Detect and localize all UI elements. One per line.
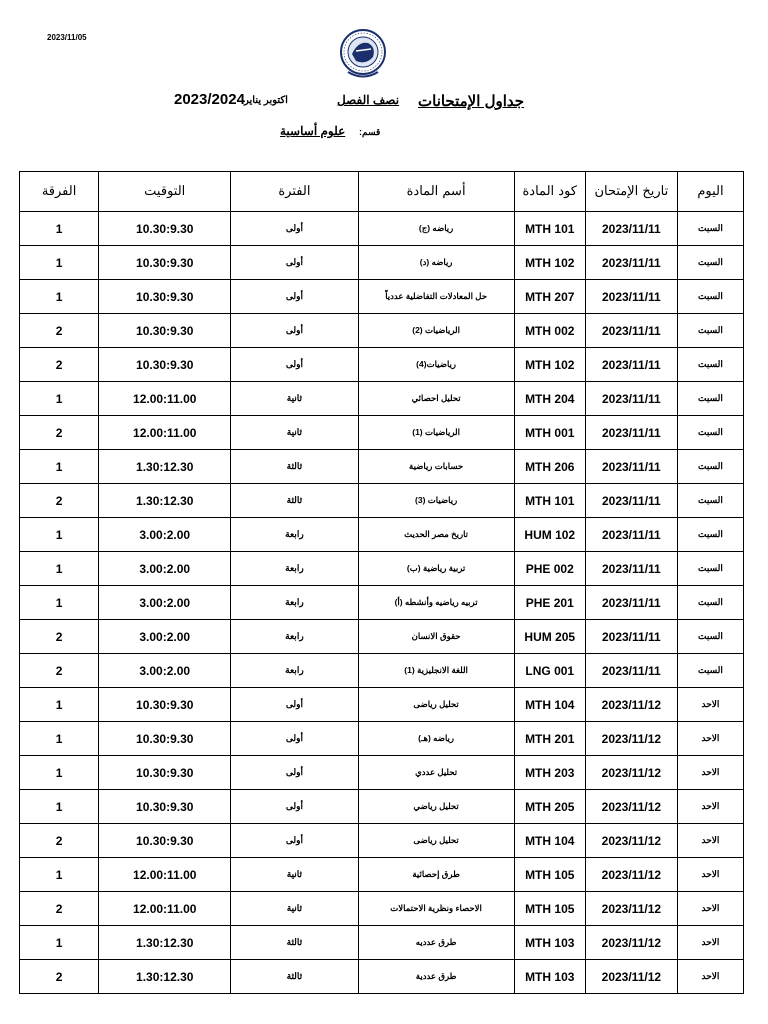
cell-level: 1 — [20, 790, 99, 824]
cell-name: رياضه (ج) — [358, 212, 514, 246]
cell-name: الرياضيات (2) — [358, 314, 514, 348]
cell-name: رياضيات (3) — [358, 484, 514, 518]
cell-day: السبت — [677, 416, 743, 450]
table-row — [20, 960, 744, 994]
cell-day: الاحد — [677, 790, 743, 824]
cell-day: السبت — [677, 246, 743, 280]
cell-period: أولى — [231, 824, 358, 858]
header-code: كود المادة — [514, 172, 585, 212]
exam-months: اكتوبر يناير — [244, 95, 288, 106]
cell-name: تاريخ مصر الحديث — [358, 518, 514, 552]
cell-level: 1 — [20, 450, 99, 484]
cell-time: 1.30:12.30 — [99, 926, 231, 960]
cell-date: 2023/11/12 — [585, 926, 677, 960]
cell-day: السبت — [677, 280, 743, 314]
table-body — [20, 212, 744, 994]
academic-year: 2023/2024 — [174, 91, 245, 108]
cell-day: الاحد — [677, 824, 743, 858]
cell-day: السبت — [677, 382, 743, 416]
cell-level: 1 — [20, 280, 99, 314]
cell-date: 2023/11/11 — [585, 212, 677, 246]
cell-date: 2023/11/11 — [585, 450, 677, 484]
cell-date: 2023/11/11 — [585, 484, 677, 518]
cell-level: 2 — [20, 892, 99, 926]
cell-date: 2023/11/12 — [585, 688, 677, 722]
cell-level: 2 — [20, 960, 99, 994]
table-row — [20, 858, 744, 892]
cell-level: 1 — [20, 688, 99, 722]
cell-level: 1 — [20, 552, 99, 586]
cell-time: 3.00:2.00 — [99, 654, 231, 688]
cell-date: 2023/11/11 — [585, 654, 677, 688]
table-row — [20, 348, 744, 382]
table-row — [20, 484, 744, 518]
cell-code: MTH 203 — [514, 756, 585, 790]
cell-day: الاحد — [677, 892, 743, 926]
cell-code: MTH 207 — [514, 280, 585, 314]
cell-code: MTH 205 — [514, 790, 585, 824]
cell-time: 10.30:9.30 — [99, 212, 231, 246]
table-row — [20, 518, 744, 552]
table-row — [20, 416, 744, 450]
table-row — [20, 654, 744, 688]
cell-day: السبت — [677, 484, 743, 518]
cell-period: أولى — [231, 348, 358, 382]
header-time: التوقيت — [99, 172, 231, 212]
cell-code: MTH 206 — [514, 450, 585, 484]
cell-time: 12.00:11.00 — [99, 892, 231, 926]
cell-name: رياضه (هـ) — [358, 722, 514, 756]
cell-time: 3.00:2.00 — [99, 586, 231, 620]
cell-code: MTH 105 — [514, 892, 585, 926]
cell-name: تحليل رياضى — [358, 824, 514, 858]
cell-date: 2023/11/11 — [585, 246, 677, 280]
cell-time: 10.30:9.30 — [99, 824, 231, 858]
table-row — [20, 246, 744, 280]
cell-code: MTH 101 — [514, 212, 585, 246]
cell-day: السبت — [677, 552, 743, 586]
exam-schedule-table — [19, 171, 744, 994]
cell-time: 12.00:11.00 — [99, 858, 231, 892]
cell-period: أولى — [231, 314, 358, 348]
cell-code: MTH 105 — [514, 858, 585, 892]
table-row — [20, 824, 744, 858]
cell-code: MTH 103 — [514, 926, 585, 960]
cell-period: ثالثة — [231, 926, 358, 960]
department-label: قسم: — [359, 127, 381, 137]
cell-name: رياضه (د) — [358, 246, 514, 280]
cell-time: 3.00:2.00 — [99, 620, 231, 654]
cell-period: ثانية — [231, 416, 358, 450]
cell-code: MTH 104 — [514, 688, 585, 722]
cell-name: اللغة الانجليزية (1) — [358, 654, 514, 688]
cell-name: تربيه رياضيه وأنشطه (أ) — [358, 586, 514, 620]
cell-period: أولى — [231, 212, 358, 246]
cell-name: حسابات رياضية — [358, 450, 514, 484]
cell-code: MTH 102 — [514, 246, 585, 280]
cell-time: 10.30:9.30 — [99, 722, 231, 756]
cell-level: 1 — [20, 926, 99, 960]
cell-code: LNG 001 — [514, 654, 585, 688]
cell-date: 2023/11/12 — [585, 892, 677, 926]
cell-period: ثالثة — [231, 484, 358, 518]
cell-day: السبت — [677, 348, 743, 382]
cell-name: تحليل عددي — [358, 756, 514, 790]
cell-date: 2023/11/12 — [585, 756, 677, 790]
cell-time: 3.00:2.00 — [99, 518, 231, 552]
cell-code: MTH 201 — [514, 722, 585, 756]
cell-day: السبت — [677, 620, 743, 654]
department-value: علوم أساسية — [280, 124, 346, 138]
cell-name: طرق عدديه — [358, 926, 514, 960]
cell-level: 1 — [20, 212, 99, 246]
table-row — [20, 212, 744, 246]
cell-level: 1 — [20, 722, 99, 756]
cell-name: حل المعادلات التفاضلية عددياً — [358, 280, 514, 314]
cell-date: 2023/11/12 — [585, 824, 677, 858]
cell-code: MTH 002 — [514, 314, 585, 348]
cell-period: رابعة — [231, 654, 358, 688]
cell-date: 2023/11/11 — [585, 518, 677, 552]
header-period: الفترة — [231, 172, 358, 212]
cell-date: 2023/11/11 — [585, 280, 677, 314]
page-title: جداول الإمتحانات — [418, 93, 525, 110]
cell-date: 2023/11/12 — [585, 722, 677, 756]
cell-period: أولى — [231, 756, 358, 790]
table-row — [20, 892, 744, 926]
table-row — [20, 382, 744, 416]
cell-day: الاحد — [677, 926, 743, 960]
header-level: الفرقة — [20, 172, 99, 212]
cell-period: رابعة — [231, 518, 358, 552]
cell-time: 10.30:9.30 — [99, 790, 231, 824]
cell-name: الاحصاء ونظرية الاحتمالات — [358, 892, 514, 926]
cell-name: تحليل رياضي — [358, 790, 514, 824]
cell-time: 10.30:9.30 — [99, 348, 231, 382]
cell-day: الاحد — [677, 756, 743, 790]
cell-time: 12.00:11.00 — [99, 416, 231, 450]
cell-date: 2023/11/12 — [585, 790, 677, 824]
cell-day: الاحد — [677, 858, 743, 892]
table-header-row — [20, 172, 744, 212]
cell-name: تربية رياضية (ب) — [358, 552, 514, 586]
cell-name: الرياضيات (1) — [358, 416, 514, 450]
table-row — [20, 722, 744, 756]
cell-period: ثانية — [231, 858, 358, 892]
cell-period: رابعة — [231, 586, 358, 620]
cell-time: 12.00:11.00 — [99, 382, 231, 416]
cell-period: أولى — [231, 280, 358, 314]
table-row — [20, 620, 744, 654]
cell-day: السبت — [677, 314, 743, 348]
cell-date: 2023/11/11 — [585, 552, 677, 586]
cell-level: 2 — [20, 348, 99, 382]
cell-period: أولى — [231, 722, 358, 756]
cell-level: 2 — [20, 484, 99, 518]
cell-time: 10.30:9.30 — [99, 688, 231, 722]
cell-code: HUM 205 — [514, 620, 585, 654]
table-row — [20, 688, 744, 722]
table-row — [20, 280, 744, 314]
cell-period: ثانية — [231, 892, 358, 926]
cell-level: 1 — [20, 518, 99, 552]
cell-code: MTH 204 — [514, 382, 585, 416]
cell-code: PHE 201 — [514, 586, 585, 620]
cell-date: 2023/11/11 — [585, 348, 677, 382]
cell-level: 2 — [20, 314, 99, 348]
cell-day: الاحد — [677, 688, 743, 722]
cell-time: 10.30:9.30 — [99, 756, 231, 790]
table-row — [20, 450, 744, 484]
table-row — [20, 552, 744, 586]
table-row — [20, 756, 744, 790]
cell-level: 1 — [20, 586, 99, 620]
cell-name: تحليل رياضى — [358, 688, 514, 722]
cell-day: السبت — [677, 586, 743, 620]
cell-time: 10.30:9.30 — [99, 280, 231, 314]
cell-date: 2023/11/11 — [585, 416, 677, 450]
semester-label: نصف الفصل — [337, 93, 400, 107]
cell-period: أولى — [231, 688, 358, 722]
cell-date: 2023/11/11 — [585, 314, 677, 348]
cell-period: رابعة — [231, 552, 358, 586]
cell-name: حقوق الانسان — [358, 620, 514, 654]
header-day: اليوم — [677, 172, 743, 212]
cell-code: MTH 104 — [514, 824, 585, 858]
cell-date: 2023/11/11 — [585, 620, 677, 654]
header-date: تاريخ الإمتحان — [585, 172, 677, 212]
cell-name: تحليل احصائي — [358, 382, 514, 416]
cell-code: MTH 101 — [514, 484, 585, 518]
cell-date: 2023/11/12 — [585, 858, 677, 892]
table-row — [20, 314, 744, 348]
cell-name: طرق عددية — [358, 960, 514, 994]
print-date: 2023/11/05 — [47, 33, 87, 42]
cell-day: السبت — [677, 654, 743, 688]
cell-day: السبت — [677, 450, 743, 484]
cell-level: 2 — [20, 620, 99, 654]
cell-day: الاحد — [677, 960, 743, 994]
cell-date: 2023/11/11 — [585, 586, 677, 620]
table-row — [20, 586, 744, 620]
cell-level: 2 — [20, 654, 99, 688]
cell-level: 1 — [20, 858, 99, 892]
cell-period: ثالثة — [231, 450, 358, 484]
cell-period: رابعة — [231, 620, 358, 654]
header-name: أسم المادة — [358, 172, 514, 212]
cell-time: 3.00:2.00 — [99, 552, 231, 586]
cell-time: 1.30:12.30 — [99, 484, 231, 518]
cell-period: أولى — [231, 790, 358, 824]
cell-day: الاحد — [677, 722, 743, 756]
cell-name: رياضيات(4) — [358, 348, 514, 382]
university-seal-icon — [338, 27, 388, 83]
cell-code: PHE 002 — [514, 552, 585, 586]
cell-time: 10.30:9.30 — [99, 314, 231, 348]
cell-time: 1.30:12.30 — [99, 450, 231, 484]
cell-period: ثانية — [231, 382, 358, 416]
cell-level: 1 — [20, 382, 99, 416]
cell-level: 2 — [20, 824, 99, 858]
cell-date: 2023/11/12 — [585, 960, 677, 994]
cell-day: السبت — [677, 518, 743, 552]
cell-level: 1 — [20, 246, 99, 280]
cell-day: السبت — [677, 212, 743, 246]
cell-code: HUM 102 — [514, 518, 585, 552]
cell-date: 2023/11/11 — [585, 382, 677, 416]
cell-name: طرق إحصائية — [358, 858, 514, 892]
table-row — [20, 926, 744, 960]
cell-period: ثالثة — [231, 960, 358, 994]
cell-time: 10.30:9.30 — [99, 246, 231, 280]
cell-code: MTH 001 — [514, 416, 585, 450]
cell-level: 2 — [20, 416, 99, 450]
cell-code: MTH 102 — [514, 348, 585, 382]
cell-time: 1.30:12.30 — [99, 960, 231, 994]
cell-period: أولى — [231, 246, 358, 280]
table-row — [20, 790, 744, 824]
cell-code: MTH 103 — [514, 960, 585, 994]
cell-level: 1 — [20, 756, 99, 790]
